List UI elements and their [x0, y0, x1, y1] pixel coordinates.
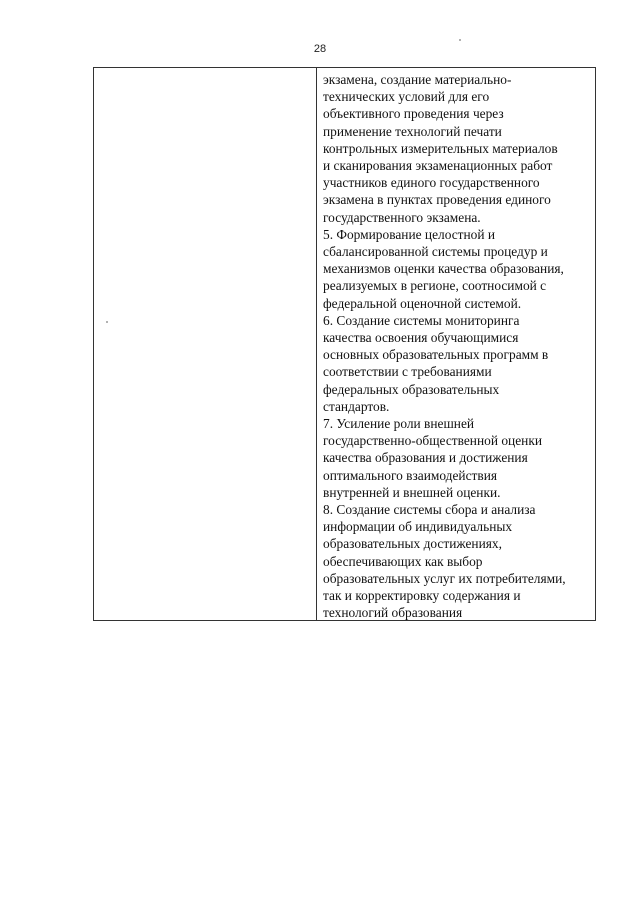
text-line: государственного экзамена. — [323, 209, 481, 225]
list-item-5-line: 5. Формирование целостной и — [323, 226, 496, 242]
text-line: обеспечивающих как выбор — [323, 553, 483, 569]
list-item-7-line: 7. Усиление роли внешней — [323, 416, 475, 432]
text-line: оптимального взаимодействия — [323, 467, 498, 483]
text-line: экзамена, создание материально- — [323, 72, 512, 87]
text-line: основных образовательных программ в — [323, 347, 549, 363]
table-cell-left — [94, 68, 317, 620]
list-item-8-line: 8. Создание системы сбора и анализа — [323, 502, 536, 518]
text-line: участников единого государственного — [323, 175, 540, 191]
text-line: объективного проведения через — [323, 106, 504, 122]
text-line: информации об индивидуальных — [323, 519, 513, 535]
text-line: федеральных образовательных — [323, 381, 500, 397]
table-cell-right — [317, 68, 595, 620]
list-item-6-line: 6. Создание системы мониторинга — [323, 312, 520, 328]
text-line: механизмов оценки качества образования, — [323, 261, 564, 277]
text-line: качества образования и достижения — [323, 450, 528, 466]
text-line: качества освоения обучающимися — [323, 330, 519, 346]
text-line: сбалансированной системы процедур и — [323, 244, 548, 260]
text-line: технологий образования — [323, 605, 463, 621]
text-line: и сканирования экзаменационных работ — [323, 158, 553, 174]
text-line: применение технологий печати — [323, 123, 502, 139]
text-line: внутренней и внешней оценки. — [323, 484, 501, 500]
text-line: технических условий для его — [323, 89, 490, 105]
text-line: стандартов. — [323, 398, 390, 414]
text-line: экзамена в пунктах проведения единого — [323, 192, 551, 208]
page-number: 28 — [313, 43, 327, 55]
scan-speck — [459, 39, 461, 41]
text-line: федеральной оценочной системой. — [323, 295, 522, 311]
content-table — [93, 67, 596, 621]
text-line: реализуемых в регионе, соотносимой с — [323, 278, 547, 294]
text-line: образовательных услуг их потребителями, — [323, 570, 566, 586]
text-line: так и корректировку содержания и — [323, 588, 521, 604]
text-line: контрольных измерительных материалов — [323, 140, 558, 156]
text-line: образовательных достижениях, — [323, 536, 502, 552]
text-line: соответствии с требованиями — [323, 364, 492, 380]
text-line: государственно-общественной оценки — [323, 433, 542, 449]
